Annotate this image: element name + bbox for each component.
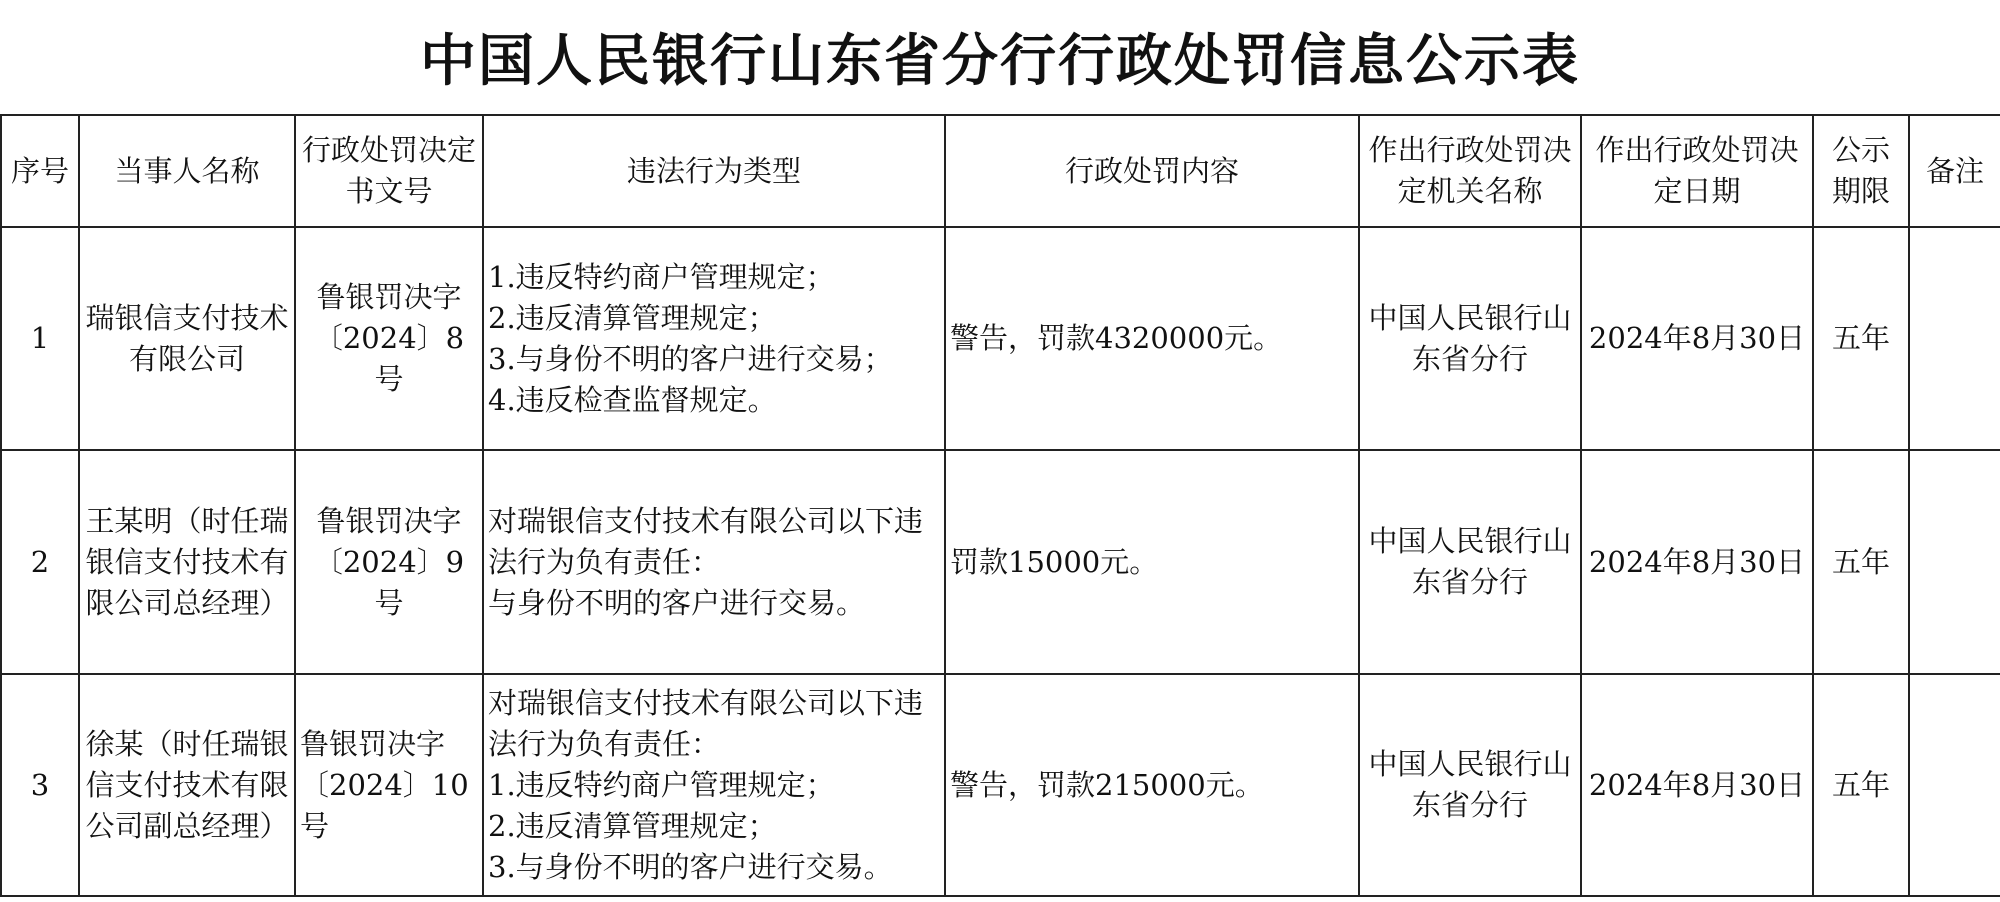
- cell-date: 2024年8月30日: [1581, 450, 1813, 674]
- violation-line: 2.违反清算管理规定；: [488, 808, 777, 843]
- cell-doc-no: 鲁银罚决字〔2024〕8号: [295, 227, 483, 450]
- table-header-row: [1, 115, 2000, 227]
- cell-doc-no: 鲁银罚决字〔2024〕9号: [295, 450, 483, 674]
- cell-date: 2024年8月30日: [1581, 227, 1813, 450]
- table-row: [1, 227, 2000, 450]
- column-header-violations: 违法行为类型: [483, 115, 945, 227]
- violation-line: 与身份不明的客户进行交易。: [488, 585, 866, 620]
- violation-line: 1.违反特约商户管理规定；: [488, 767, 835, 802]
- penalty-table: [0, 114, 2000, 897]
- cell-party: 王某明（时任瑞银信支付技术有限公司总经理）: [79, 450, 295, 674]
- cell-party: 瑞银信支付技术有限公司: [79, 227, 295, 450]
- cell-authority: 中国人民银行山东省分行: [1359, 227, 1581, 450]
- column-header-date: 作出行政处罚决定日期: [1581, 115, 1813, 227]
- cell-penalty: 警告，罚款4320000元。: [945, 227, 1359, 450]
- violation-line: 2.违反清算管理规定；: [488, 300, 777, 335]
- column-header-authority: 作出行政处罚决定机关名称: [1359, 115, 1581, 227]
- column-header-doc-no: 行政处罚决定书文号: [295, 115, 483, 227]
- violation-line: 对瑞银信支付技术有限公司以下违法行为负有责任：: [488, 503, 924, 579]
- cell-no: 1: [1, 227, 79, 450]
- cell-authority: 中国人民银行山东省分行: [1359, 674, 1581, 896]
- cell-violations: [483, 227, 945, 450]
- column-header-penalty: 行政处罚内容: [945, 115, 1359, 227]
- cell-note: [1909, 674, 2000, 896]
- cell-no: 3: [1, 674, 79, 896]
- cell-no: 2: [1, 450, 79, 674]
- column-header-period: 公示期限: [1813, 115, 1909, 227]
- cell-doc-no: 鲁银罚决字〔2024〕10号: [295, 674, 483, 896]
- table-row: [1, 450, 2000, 674]
- cell-party: 徐某（时任瑞银信支付技术有限公司副总经理）: [79, 674, 295, 896]
- violation-line: 对瑞银信支付技术有限公司以下违法行为负有责任：: [488, 685, 924, 761]
- cell-date: 2024年8月30日: [1581, 674, 1813, 896]
- column-header-party: 当事人名称: [79, 115, 295, 227]
- cell-penalty: 警告，罚款215000元。: [945, 674, 1359, 896]
- cell-period: 五年: [1813, 674, 1909, 896]
- cell-violations: [483, 674, 945, 896]
- document-title: 中国人民银行山东省分行行政处罚信息公示表: [420, 28, 1580, 94]
- cell-penalty: 罚款15000元。: [945, 450, 1359, 674]
- cell-period: 五年: [1813, 227, 1909, 450]
- violation-line: 4.违反检查监督规定。: [488, 382, 777, 417]
- column-header-no: 序号: [1, 115, 79, 227]
- violation-line: 3.与身份不明的客户进行交易。: [488, 849, 893, 884]
- table-row: [1, 674, 2000, 896]
- column-header-note: 备注: [1909, 115, 2000, 227]
- cell-authority: 中国人民银行山东省分行: [1359, 450, 1581, 674]
- violation-line: 3.与身份不明的客户进行交易；: [488, 341, 893, 376]
- cell-violations: [483, 450, 945, 674]
- cell-note: [1909, 227, 2000, 450]
- cell-note: [1909, 450, 2000, 674]
- cell-period: 五年: [1813, 450, 1909, 674]
- violation-line: 1.违反特约商户管理规定；: [488, 259, 835, 294]
